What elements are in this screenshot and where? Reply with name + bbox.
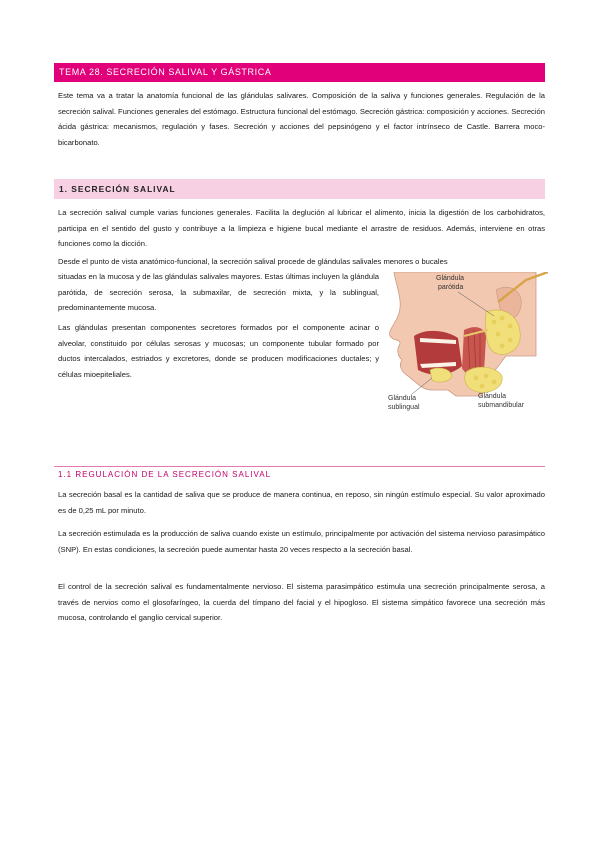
salivary-glands-illustration xyxy=(386,272,548,416)
functions-paragraph: La secreción salival cumple varias funciones generales. Facilita la deglución al lubricar el alimento, inicia la digestión de los carbohidratos, participa en el sentido del gusto y contribuye a la limpieza e higiene bucal mediante el arrastre de residuos. Además, interviene en otras funciones como la dicción. xyxy=(58,208,545,248)
glands-components-paragraph: Las glándulas presentan componentes secretores formados por el componente acinar o alveolar, constituido por células serosas y mucosas; un componente tubular formado por ductos intercalados, estriados y excretores, donde se producen modificaciones ductales; y células mioepiteliales. xyxy=(58,323,379,379)
label-sublingual-line2: sublingual xyxy=(388,404,420,411)
subsection-divider xyxy=(54,466,545,467)
nervous-control-paragraph: El control de la secreción salival es fundamentalmente nervioso. El sistema parasimpático estimula una secreción principalmente serosa, a través de nervios como el glosofaríngeo, la cuerda del tímpano del facial y el hipogloso. El sistema simpático favorece una secreción más mucosa, controlando el ganglio cervical superior. xyxy=(58,582,545,622)
label-submandibular-line1: Glándula xyxy=(478,393,507,400)
basal-secretion-paragraph: La secreción basal es la cantidad de saliva que se produce de manera continua, en reposo, sin ningún estímulo especial. Su valor aproximado es de 0,25 mL por minuto. xyxy=(58,490,545,515)
label-parotid-line2: parótida xyxy=(438,284,464,291)
section-heading-salival: 1. SECRECIÓN SALIVAL xyxy=(54,179,545,199)
label-submandibular-line2: submandibular xyxy=(478,402,524,409)
subsection-heading-regulation: 1.1 REGULACIÓN DE LA SECRECIÓN SALIVAL xyxy=(58,470,272,479)
anatomy-paragraph-rest: situadas en la mucosa y de las glándulas salivales mayores. Estas últimas incluyen la glándula parótida, de secreción serosa, la submaxilar, de secreción mixta, y la sublingual, predominantemente mucosa. xyxy=(58,272,379,312)
topic-title-banner: TEMA 28. SECRECIÓN SALIVAL Y GÁSTRICA xyxy=(54,63,545,82)
label-sublingual-line1: Glándula xyxy=(388,395,417,402)
anatomy-paragraph-line1: Desde el punto de vista anatómico-funcional, la secreción salival procede de glándulas salivales menores o bucales xyxy=(58,257,448,266)
stimulated-secretion-paragraph: La secreción estimulada es la producción de saliva cuando existe un estímulo, principalmente por activación del sistema nervioso parasimpático (SNP). En estas condiciones, la secreción puede aumentar hasta 20 veces respecto a la secreción basal. xyxy=(58,529,545,554)
label-parotid-line1: Glándula xyxy=(436,275,465,282)
intro-paragraph: Este tema va a tratar la anatomía funcional de las glándulas salivares. Composición de la saliva y funciones generales. Regulación de la secreción salival. Funciones generales del estómago. Estructura funcional del estómago. Secreción gástrica: composición y acciones. Secreción ácida gástrica: mecanismos, regulación y fases. Secreción y acciones del pepsinógeno y el factor intrínseco de Castle. Barrera moco-bicarbonato. xyxy=(58,91,545,147)
submandibular-gland xyxy=(465,367,502,392)
